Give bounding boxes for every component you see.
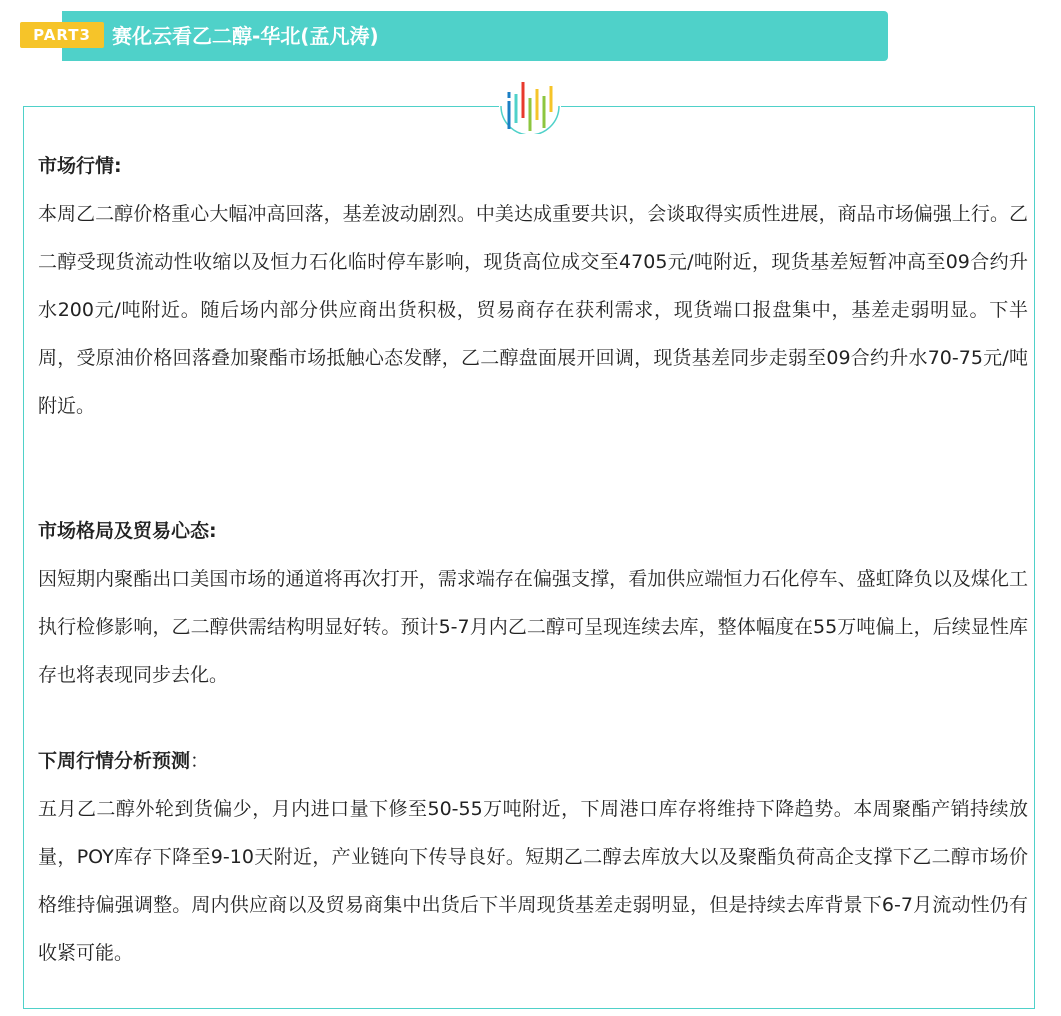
section-market-conditions [38,142,1028,430]
heading-text: 下周行情分析预测 [38,750,191,772]
bar-chart-icon [499,76,561,134]
part-badge: PART3 [20,22,104,48]
section-heading [38,507,1028,555]
section-body: 五月乙二醇外轮到货偏少，月内进口量下修至50-55万吨附近，下周港口库存将维持下降趋势。本周聚酯产销持续放量，POY库存下降至9-10天附近，产业链向下传导良好。短期乙二醇去库放大以及聚酯负荷高企支撑下乙二醇市场价格维持偏强调整。周内供应商以及贸易商集中出货后下半周现货基差走弱明显，但是持续去库背景下6-7月流动性仍有收紧可能。 [38,798,1028,964]
heading-text: 市场行情: [38,155,122,177]
heading-text: 市场格局及贸易心态: [38,520,217,542]
section-market-structure [38,507,1028,699]
heading-colon: ： [190,750,210,772]
page-title: 赛化云看乙二醇-华北(孟凡涛) [112,24,379,48]
section-heading [38,142,1028,190]
section-heading [38,737,1028,785]
section-body: 因短期内聚酯出口美国市场的通道将再次打开，需求端存在偏强支撑，看加供应端恒力石化停车、盛虹降负以及煤化工执行检修影响，乙二醇供需结构明显好转。预计5-7月内乙二醇可呈现连续去库，整体幅度在55万吨偏上，后续显性库存也将表现同步去化。 [38,568,1028,686]
section-body: 本周乙二醇价格重心大幅冲高回落，基差波动剧烈。中美达成重要共识，会谈取得实质性进展，商品市场偏强上行。乙二醇受现货流动性收缩以及恒力石化临时停车影响，现货高位成交至4705元/吨附近，现货基差短暂冲高至09合约升水200元/吨附近。随后场内部分供应商出货积极，贸易商存在获利需求，现货端口报盘集中，基差走弱明显。下半周，受原油价格回落叠加聚酯市场抵触心态发酵，乙二醇盘面展开回调，现货基差同步走弱至09合约升水70-75元/吨附近。 [38,203,1028,417]
section-forecast [38,737,1028,977]
